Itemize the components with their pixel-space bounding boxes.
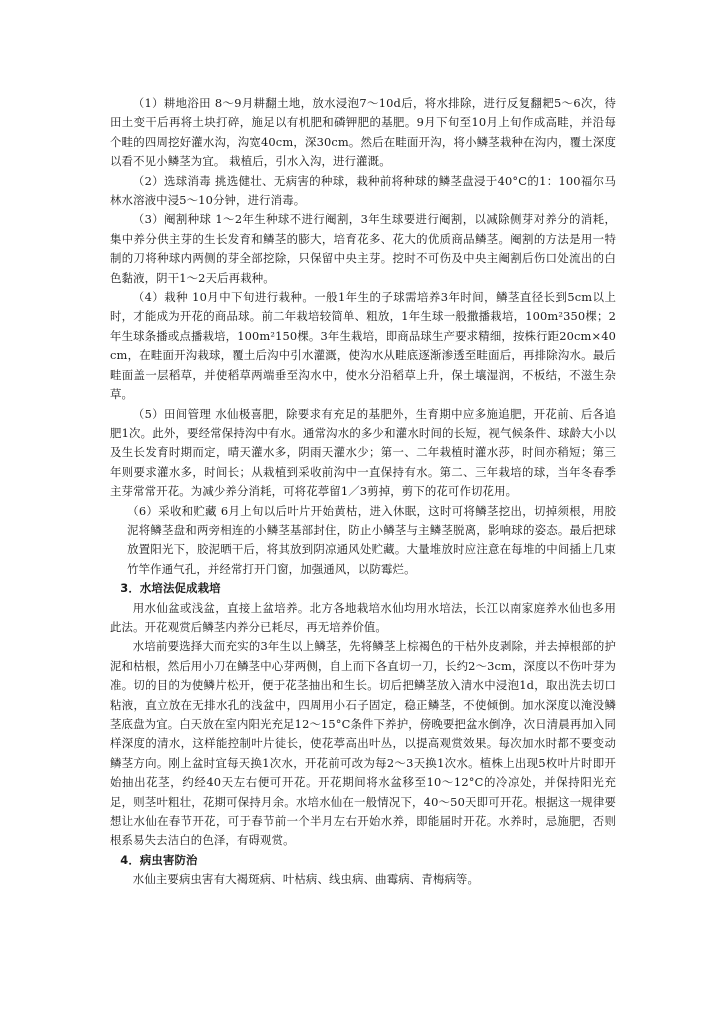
paragraph-bulb-selection: （2）选球消毒 挑选健壮、无病害的种球，栽种前将种球的鳞茎盘浸于40°C的1：100福尔马林水溶液中浸5～10分钟，进行消毒。: [110, 173, 616, 208]
paragraph-field-management: （5）田间管理 水仙极喜肥，除要求有充足的基肥外，生育期中应多施追肥，开花前、后各追肥1次。此外，要经常保持沟中有水。通常沟水的多少和灌水时间的长短，视气候条件、球龄大小以及生长发育时期而定，晴天灌水多，阴雨天灌水少；第一、二年栽植时灌水莎，时间亦稍短；第三年则要求灌水多，时间长；从栽植到采收前沟中一直保持有水。第二、三年栽培的球，当年冬春季主芽常常开花。为减少养分消耗，可将花葶留1／3剪掉，剪下的花可作切花用。: [110, 406, 616, 499]
paragraph-harvest-storage: （6）采收和贮藏 6月上旬以后叶片开始黄枯，进入休眠，这时可将鳞茎挖出，切掉须根，用胶泥将鳞茎盘和两旁相连的小鳞茎基部封住，防止小鳞茎与主鳞茎脱离，影响球的姿态。最后把球放置阳光下，胶泥晒干后，将其放到阴凉通风处贮藏。大量堆放时应注意在每堆的中间插上几束竹竿作通气孔，并经常打开门窗，加强通风，以防霉烂。: [127, 503, 616, 576]
paragraph-planting: （4）栽种 10月中下旬进行栽种。一般1年生的子球需培养3年时间，鳞茎直径长到5cm以上时，才能成为开花的商品球。前二年栽培较简单、粗放，1年生球一般撒播栽培，100m²350棵；2年生球条播或点播栽培，100m²150棵。3年生栽培，即商品球生产要求精细，按株行距20cm×40cm，在畦面开沟栽球，覆土后沟中引水灌溉，使沟水从畦底逐渐渗透至畦面后，再排除沟水。最后畦面盖一层稻草，并使稻草两端垂至沟水中，使水分沿稻草上升，保土壤湿润，不板结，不滋生杂草。: [110, 290, 616, 402]
document-page: [110, 94, 616, 890]
paragraph-hydroponic-method: 水培前要选择大而充实的3年生以上鳞茎，先将鳞茎上棕褐色的干枯外皮剥除，并去掉根部的护泥和枯根，然后用小刀在鳞茎中心芽两侧，自上而下各直切一刀，长约2～3cm，深度以不伤叶芽为准。切的目的为使鳞片松开，便于花茎抽出和生长。切后把鳞茎放入清水中浸泡1d，取出洗去切口粘液，直立放在无排水孔的浅盆中，四周用小石子固定，稳正鳞茎，不使倾倒。加水深度以淹没鳞茎底盘为宜。白天放在室内阳光充足12～15°C条件下养护，傍晚要把盆水倒净，次日清晨再加入同样深度的清水，这样能控制叶片徒长，使花葶高出叶丛，以提高观赏效果。每次加水时都不要变动鳞茎方向。刚上盆时宜每天换1次水，开花前可改为每2～3天换1次水。植株上出现5枚叶片时即开始抽出花茎，约经40天左右便可开花。开花期间将水盆移至10～12°C的冷凉处，并保持阳光充足，则茎叶粗壮，花期可保持月余。水培水仙在一般情况下，40～50天即可开花。根据这一规律要想让水仙在春节开花，可于春节前一个半月左右开始水养，即能届时开花。水养时，忌施肥，否则根系易失去洁白的色泽，有碍观赏。: [110, 639, 616, 848]
paragraph-tillage: （1）耕地浴田 8～9月耕翻土地，放水浸泡7～10d后，将水排除，进行反复翻耙5～6次，待田土变干后再将土块打碎，施足以有机肥和磷钾肥的基肥。9月下旬至10月上旬作成高畦，并沿每个畦的四周挖好灌水沟，沟宽40cm，深30cm。然后在畦面开沟，将小鳞茎栽种在沟内，覆土深度以看不见小鳞茎为宜。 栽植后，引水入沟，进行灌溉。: [110, 96, 616, 169]
section-heading-hydroponic: 3．水培法促成栽培: [120, 581, 221, 596]
paragraph-hydroponic-intro: 用水仙盆或浅盆，直接上盆培养。北方各地栽培水仙均用水培法，长江以南家庭养水仙也多用此法。开花观赏后鳞茎内养分已耗尽，再无培养价值。: [110, 600, 616, 634]
section-heading-pest-control: 4．病虫害防治: [120, 852, 198, 867]
paragraph-pest-list: 水仙主要病虫害有大褐斑病、叶枯病、线虫病、曲霉病、青梅病等。: [132, 872, 480, 887]
paragraph-castration: （3）阉割种球 1～2年生种球不进行阉割，3年生球要进行阉割，以减除侧芽对养分的消耗，集中养分供主芽的生长发育和鳞茎的膨大，培育花多、花大的优质商品鳞茎。阉割的方法是用一特制的刀将种球内两侧的芽全部挖除，只保留中央主芽。挖时不可伤及中央主阉割后伤口处流出的白色黏液，阴干1～2天后再栽种。: [110, 212, 616, 285]
